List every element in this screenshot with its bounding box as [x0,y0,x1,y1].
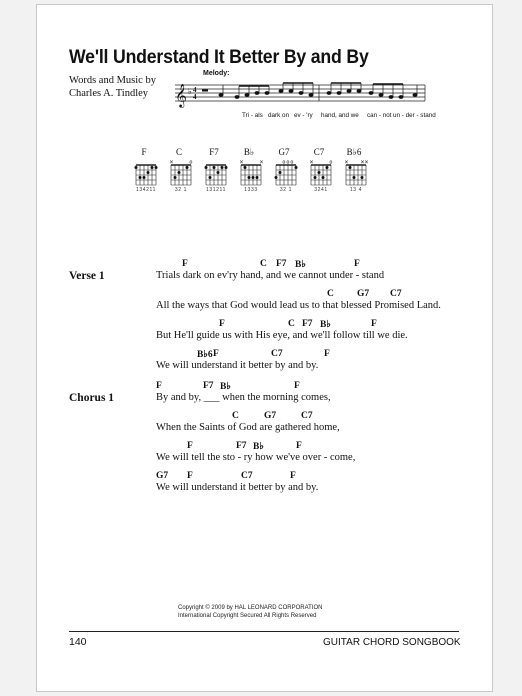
chord-diagram-name: B♭ [243,147,255,157]
chord-symbol: F [187,441,193,451]
chord-grid-icon [344,159,368,187]
footer-rule [69,631,459,632]
chord-symbol: F7 [276,259,287,269]
chord-fingering: 134211 [136,187,156,193]
melody-lyric-4: hand, and we [321,112,359,119]
svg-text:×: × [344,159,349,166]
chord-symbol: F [296,441,302,451]
chord-symbol: B♭ [253,442,264,452]
melody-lyric-1: Tri - als [242,112,263,119]
svg-text:o: o [329,159,333,166]
chord-fingering: 131211 [206,187,226,193]
chord-grid-icon [134,159,158,187]
chord-symbol: F [187,471,193,481]
book-title: GUITAR CHORD SONGBOOK [323,637,461,648]
chord-diagram-name: C [175,147,182,157]
chord-symbol: F [219,319,225,329]
chord-fingering: 32 1 [174,187,188,193]
svg-text:×: × [360,159,365,166]
chorus-lyric-4: We will understand it better by and by. [156,482,319,493]
svg-text:o: o [282,159,286,166]
verse-lyric-1: Trials dark on ev'ry hand, and we cannot under - stand [156,270,385,281]
chord-fingering: 32 1 [279,187,293,193]
chord-symbol: B♭6 [197,350,213,360]
svg-text:×: × [169,159,174,166]
copyright-line-1: Copyright © 2009 by HAL LEONARD CORPORATION [178,605,323,611]
chord-fingering: 13 4 [349,187,363,193]
chord-diagram-name: F [141,147,147,157]
svg-text:o: o [290,159,294,166]
page-number: 140 [69,636,87,648]
chord-symbol: F [324,349,330,359]
chord-symbol: C7 [241,471,253,481]
svg-text:×: × [259,159,264,166]
chord-symbol: F [290,471,296,481]
credit-line-1: Words and Music by [69,75,156,86]
chord-grid-icon [274,159,298,187]
svg-text:o: o [286,159,290,166]
chord-symbol: F [354,259,360,269]
chord-symbol: B♭ [295,260,306,270]
chord-symbol: C [288,319,295,329]
chord-symbol: C7 [301,411,313,421]
chord-symbol: F7 [203,381,214,391]
chorus-label: Chorus 1 [69,392,115,404]
verse-lyric-4: We will understand it better by and by. [156,360,319,371]
melody-label: Melody: [203,70,230,77]
chord-symbol: F7 [236,441,247,451]
chord-diagram-name: B♭6 [346,147,362,157]
chord-fingering: 1333 [244,187,258,193]
verse-lyric-2: All the ways that God would lead us to that blessed Promised Land. [156,300,441,311]
chorus-lyric-1: By and by, ___ when the morning comes, [156,392,331,403]
svg-text:o: o [189,159,193,166]
chord-diagram-name: G7 [278,147,290,157]
svg-text:×: × [309,159,314,166]
chord-diagram-name: F7 [209,147,219,157]
svg-text:×: × [364,159,369,166]
chord-symbol: F [182,259,188,269]
treble-clef-icon: 𝄞 [175,83,187,107]
chord-grid-icon [169,159,193,187]
chord-symbol: C7 [390,289,402,299]
chord-symbol: B♭ [220,382,231,392]
verse-lyric-3: But He'll guide us with His eye, and we'll follow till we die. [156,330,408,341]
chord-symbol: B♭ [320,320,331,330]
chorus-lyric-3: We will tell the sto - ry how we've over - come, [156,452,356,463]
chord-symbol: F [371,319,377,329]
svg-text:♭: ♭ [188,87,192,96]
melody-lyric-6: un - der - stand [393,112,436,119]
copyright-line-2: International Copyright Secured All Rights Reserved [178,613,317,619]
chord-symbol: G7 [156,471,169,481]
chord-symbol: F [213,349,219,359]
chord-grid-icon [239,159,263,187]
song-title: We'll Understand It Better By and By [69,47,369,68]
verse-label: Verse 1 [69,270,105,282]
sheet-page [36,4,493,692]
chord-symbol: F7 [302,319,313,329]
chord-symbol: G7 [264,411,277,421]
melody-lyric-3: ev - 'ry [294,112,313,119]
chord-grid-icon [204,159,228,187]
chord-symbol: C [327,289,334,299]
melody-lyric-5: can - not [367,112,392,119]
svg-text:4: 4 [193,86,197,94]
chord-grid-icon [309,159,333,187]
chord-symbol: C [260,259,267,269]
chorus-lyric-2: When the Saints of God are gathered home, [156,422,340,433]
chord-symbol: F [294,381,300,391]
chord-symbol: G7 [357,289,370,299]
melody-lyric-2: dark on [268,112,290,119]
melody-staff [169,77,429,111]
chord-symbol: F [156,381,162,391]
chord-fingering: 3241 [314,187,328,193]
chord-symbol: C [232,411,239,421]
chord-diagram-name: C7 [313,147,325,157]
svg-text:×: × [239,159,244,166]
svg-text:4: 4 [193,93,197,101]
credit-line-2: Charles A. Tindley [69,88,149,99]
chord-symbol: C7 [271,349,283,359]
